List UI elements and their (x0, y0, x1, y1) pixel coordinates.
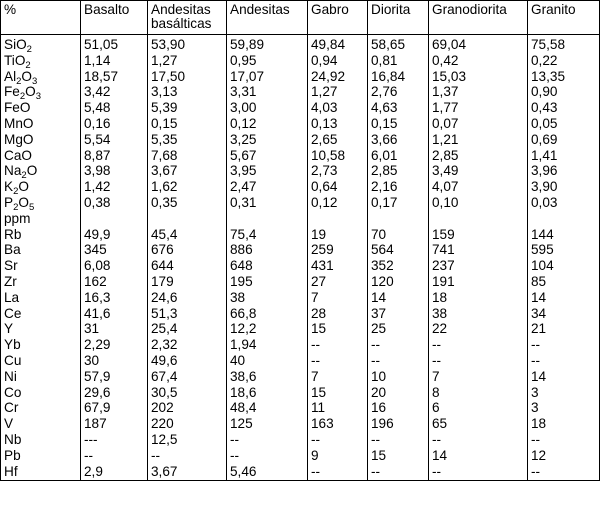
table-cell: 18,57 (84, 68, 119, 84)
column-divider (527, 0, 528, 481)
table-cell: -- (230, 447, 240, 463)
row-divider (0, 480, 600, 481)
table-cell: 0,12 (311, 195, 338, 210)
oxide-symbol: CaO (4, 147, 32, 163)
oxide-symbol: MnO (4, 116, 34, 131)
table-cell: 15 (311, 321, 327, 337)
table-cell: -- (371, 463, 381, 479)
table-cell: 67,4 (151, 368, 178, 384)
table-cell: -- (371, 432, 381, 447)
table-cell: 676 (151, 242, 174, 258)
table-cell: 53,90 (151, 37, 186, 52)
table-cell: 120 (371, 274, 394, 289)
column-divider (367, 0, 368, 481)
table-cell: 1,37 (432, 84, 459, 100)
table-cell: 0,13 (311, 116, 338, 131)
table-cell: 259 (311, 242, 334, 258)
table-cell: 3 (531, 400, 539, 416)
table-cell: -- (151, 447, 161, 463)
table-cell: 30,5 (151, 384, 178, 400)
table-cell: 49,6 (151, 353, 178, 368)
table-cell: 30 (84, 353, 100, 368)
table-cell: 58,65 (371, 37, 406, 52)
table-cell: 3,95 (230, 163, 257, 179)
oxide-symbol: SiO (4, 37, 27, 52)
table-cell: 14 (531, 289, 547, 305)
table-cell: 4,07 (432, 179, 459, 195)
table-cell: 25,4 (151, 321, 178, 337)
table-cell: 0,90 (531, 84, 558, 100)
element-label: Sr (4, 258, 18, 274)
oxide-label (4, 69, 37, 85)
table-cell: 2,65 (311, 131, 338, 147)
element-label: V (4, 416, 14, 432)
table-cell: 7 (311, 368, 319, 384)
table-cell: 3,13 (151, 84, 178, 100)
table-cell: 2,85 (371, 163, 398, 179)
element-label: Cu (4, 353, 22, 368)
table-cell: 1,27 (311, 84, 338, 100)
table-cell: 37 (371, 305, 387, 321)
table-cell: 38 (432, 305, 448, 321)
table-cell: 0,07 (432, 116, 459, 131)
table-cell: 3,96 (531, 163, 558, 179)
table-cell: 3 (531, 384, 539, 400)
table-cell: 1,27 (151, 52, 178, 68)
table-cell: 741 (432, 242, 455, 258)
column-divider (80, 0, 81, 481)
table-cell: 40 (230, 353, 246, 368)
column-header: Granito (531, 2, 576, 17)
table-cell: 24,6 (151, 289, 178, 305)
table-cell: 125 (230, 416, 253, 432)
table-cell: 3,00 (230, 100, 257, 116)
table-cell: -- (311, 353, 321, 368)
table-cell: 3,90 (531, 179, 558, 195)
oxide-symbol: FeO (4, 100, 31, 116)
table-cell: 4,63 (371, 100, 398, 116)
oxide-label (4, 37, 32, 53)
table-cell: -- (311, 463, 321, 479)
table-cell: 352 (371, 258, 394, 274)
table-cell: 202 (151, 400, 174, 416)
oxide-label (4, 84, 42, 103)
column-header: Granodiorita (432, 2, 507, 17)
table-cell: 1,94 (230, 337, 257, 353)
table-cell: 15 (311, 384, 327, 400)
table-cell: 0,81 (371, 52, 398, 68)
oxide-label (4, 116, 33, 132)
table-cell: 144 (531, 226, 554, 242)
table-cell: 11 (311, 400, 326, 416)
table-cell: 0,31 (230, 195, 257, 210)
table-cell: 0,16 (84, 116, 111, 131)
table-cell: 10,58 (311, 147, 346, 163)
table-cell: -- (230, 432, 240, 447)
oxide-subscript: 3 (31, 75, 38, 87)
table-cell: 15 (371, 447, 387, 463)
oxide-symbol: O (26, 163, 38, 179)
oxide-subscript: 2 (26, 44, 32, 55)
table-cell: 51,3 (151, 305, 178, 321)
table-cell: 5,54 (84, 131, 111, 147)
table-cell: 14 (371, 289, 387, 305)
table-cell: 14 (432, 447, 448, 463)
column-divider (428, 0, 429, 481)
table-cell: 48,4 (230, 400, 257, 416)
table-cell: 2,47 (230, 179, 257, 195)
table-cell: -- (311, 337, 321, 353)
table-cell: 0,22 (531, 52, 558, 68)
oxide-symbol: Fe (4, 84, 20, 100)
table-cell: 4,03 (311, 100, 338, 116)
column-header: Gabro (311, 2, 349, 17)
table-cell: 0,35 (151, 195, 178, 210)
table-cell: -- (311, 432, 321, 447)
oxide-symbol: O (21, 68, 32, 84)
oxide-label (4, 179, 29, 198)
table-cell: 5,35 (151, 131, 178, 147)
table-cell: 16,3 (84, 289, 111, 305)
table-cell: 1,42 (84, 179, 111, 195)
table-cell: 7,68 (151, 147, 178, 163)
oxide-symbol: O (18, 195, 29, 210)
table-cell: -- (432, 463, 442, 479)
table-cell: 12,5 (151, 432, 178, 447)
column-divider (147, 0, 148, 481)
oxide-subscript: 2 (13, 202, 19, 213)
table-cell: 34 (531, 305, 547, 321)
table-cell: 196 (371, 416, 394, 432)
oxide-subscript: 2 (16, 75, 22, 87)
table-cell: 564 (371, 242, 394, 258)
element-label: Ce (4, 305, 22, 321)
table-cell: 9 (311, 447, 319, 463)
table-cell: -- (84, 447, 94, 463)
oxide-subscript: 5 (28, 202, 35, 213)
element-label: Cr (4, 400, 19, 416)
table-cell: 0,42 (432, 52, 459, 68)
table-cell: 595 (531, 242, 554, 258)
table-cell: 10 (371, 368, 387, 384)
table-cell: 187 (84, 416, 107, 432)
oxide-symbol: P (4, 195, 14, 210)
table-cell: 886 (230, 242, 253, 258)
table-cell: 29,6 (84, 384, 111, 400)
table-cell: 6,01 (371, 147, 398, 163)
table-cell: 15,03 (432, 68, 467, 84)
table-cell: 163 (311, 416, 334, 432)
table-cell: 104 (531, 258, 554, 274)
row-divider (0, 0, 600, 1)
table-cell: 648 (230, 258, 253, 274)
table-cell: 1,62 (151, 179, 178, 195)
table-cell: 0,05 (531, 116, 558, 131)
table-cell: 162 (84, 274, 107, 289)
column-divider (599, 0, 600, 481)
table-cell: 5,48 (84, 100, 111, 116)
table-cell: 1,41 (531, 147, 558, 163)
table-cell: 70 (371, 226, 387, 242)
table-cell: 69,04 (432, 37, 467, 52)
element-label: Ba (4, 242, 21, 258)
table-cell: 38,6 (230, 368, 257, 384)
table-cell: 0,38 (84, 195, 111, 210)
table-cell: 49,9 (84, 226, 111, 242)
table-cell: 45,4 (151, 226, 178, 242)
table-cell: 159 (432, 226, 455, 242)
table-cell: 3,42 (84, 84, 111, 100)
table-cell: 65 (432, 416, 448, 432)
table-cell: -- (432, 353, 442, 368)
oxide-subscript: 2 (25, 59, 31, 71)
table-cell: 41,6 (84, 305, 111, 321)
table-cell: 28 (311, 305, 327, 321)
table-cell: 3,31 (230, 84, 257, 100)
oxide-label (4, 195, 34, 211)
table-cell: 1,21 (432, 131, 459, 147)
column-divider (0, 0, 1, 481)
table-cell: 3,67 (151, 163, 178, 179)
table-cell: 7 (432, 368, 440, 384)
table-cell: 27 (311, 274, 327, 289)
table-cell: 0,15 (371, 116, 398, 131)
table-cell: -- (432, 432, 442, 447)
corner-label: % (4, 2, 17, 17)
table-cell: 12 (531, 447, 547, 463)
table-cell: 2,29 (84, 337, 111, 353)
table-cell: 18 (432, 289, 448, 305)
column-header: Andesitas (230, 2, 290, 17)
table-cell: 17,50 (151, 68, 186, 84)
table-cell: 67,9 (84, 400, 111, 416)
table-cell: 5,67 (230, 147, 257, 163)
table-cell: 0,17 (371, 195, 398, 210)
oxide-subscript: 3 (35, 91, 42, 103)
oxide-symbol: Na (4, 163, 22, 179)
table-cell: 66,8 (230, 305, 257, 321)
table-cell: 14 (531, 368, 547, 384)
element-label: Nb (4, 432, 22, 447)
table-cell: 3,67 (151, 463, 178, 479)
oxide-symbol: O (18, 179, 29, 195)
table-cell: 179 (151, 274, 174, 289)
oxide-subscript: 2 (19, 91, 26, 103)
table-cell: 345 (84, 242, 107, 258)
table-cell: 25 (371, 321, 387, 337)
element-label: Y (4, 321, 14, 337)
element-label: Co (4, 384, 22, 400)
table-cell: 0,64 (311, 179, 338, 195)
table-cell: 431 (311, 258, 334, 274)
table-cell: 7 (311, 289, 319, 305)
table-cell: 85 (531, 274, 547, 289)
oxide-subscript: 2 (21, 170, 27, 182)
element-label: Yb (4, 337, 21, 353)
table-cell: 0,69 (531, 131, 558, 147)
table-cell: 5,46 (230, 463, 257, 479)
table-cell: -- (371, 353, 381, 368)
table-cell: 1,14 (84, 52, 111, 68)
table-cell: -- (531, 463, 541, 479)
table-cell: 13,35 (531, 68, 566, 84)
element-label: Ni (4, 368, 17, 384)
oxide-symbol: K (4, 179, 14, 195)
table-cell: 0,94 (311, 52, 338, 68)
table-cell: 57,9 (84, 368, 111, 384)
table-cell: 21 (531, 321, 547, 337)
table-cell: -- (531, 353, 541, 368)
oxide-label (4, 53, 31, 69)
element-label: La (4, 289, 20, 305)
table-cell: 19 (311, 226, 327, 242)
oxide-symbol: Al (4, 68, 17, 84)
table-cell: 38 (230, 289, 246, 305)
oxide-symbol: TiO (4, 52, 26, 68)
table-cell: 5,39 (151, 100, 178, 116)
table-cell: -- (371, 337, 381, 353)
table-cell: 1,77 (432, 100, 459, 116)
table-cell: 24,92 (311, 68, 346, 84)
row-divider (0, 34, 600, 35)
table-cell: -- (432, 337, 442, 353)
oxide-symbol: O (25, 84, 36, 100)
oxide-label (4, 100, 30, 116)
table-cell: 195 (230, 274, 253, 289)
table-cell: 644 (151, 258, 174, 274)
table-cell: 0,15 (151, 116, 178, 131)
table-cell: 6 (432, 400, 440, 416)
table-cell: 191 (432, 274, 455, 289)
oxide-subscript: 2 (13, 186, 19, 198)
ppm-label: ppm (4, 210, 31, 226)
table-cell: 20 (371, 384, 387, 400)
table-cell: 3,98 (84, 163, 111, 179)
table-cell: 51,05 (84, 37, 119, 52)
table-cell: 3,49 (432, 163, 459, 179)
element-label: Zr (4, 274, 17, 289)
oxide-label (4, 148, 32, 164)
table-cell: 16 (371, 400, 387, 416)
table-cell: 6,08 (84, 258, 111, 274)
table-cell: 2,16 (371, 179, 398, 195)
table-cell: -- (531, 337, 541, 353)
table-cell: --- (84, 432, 98, 447)
table-cell: 220 (151, 416, 174, 432)
table-cell: 2,32 (151, 337, 178, 353)
table-cell: 75,58 (531, 37, 566, 52)
table-cell: 0,43 (531, 100, 558, 116)
table-cell: 16,84 (371, 68, 406, 84)
table-cell: 0,12 (230, 116, 257, 131)
table-cell: 49,84 (311, 37, 346, 52)
table-cell: 8 (432, 384, 440, 400)
oxide-label (4, 163, 38, 182)
element-label: Hf (4, 463, 18, 479)
table-cell: -- (531, 432, 541, 447)
table-cell: 0,10 (432, 195, 459, 210)
column-divider (307, 0, 308, 481)
oxide-label (4, 132, 33, 148)
column-divider (226, 0, 227, 481)
table-cell: 2,73 (311, 163, 338, 179)
table-cell: 2,85 (432, 147, 459, 163)
column-header: Andesitas basálticas (151, 2, 212, 31)
column-header: Diorita (371, 2, 411, 17)
table-cell: 0,95 (230, 52, 257, 68)
table-cell: 18,6 (230, 384, 257, 400)
table-cell: 59,89 (230, 37, 265, 52)
table-cell: 17,07 (230, 68, 265, 84)
table-cell: 3,25 (230, 131, 257, 147)
table-cell: 8,87 (84, 147, 111, 163)
table-cell: 31 (84, 321, 100, 337)
column-header: Basalto (84, 2, 130, 17)
table-cell: 75,4 (230, 226, 257, 242)
element-label: Rb (4, 226, 22, 242)
table-cell: 22 (432, 321, 448, 337)
oxide-symbol: MgO (4, 131, 34, 147)
table-cell: 18 (531, 416, 547, 432)
table-cell: 0,03 (531, 195, 558, 210)
element-label: Pb (4, 447, 21, 463)
table-cell: 2,76 (371, 84, 398, 100)
table-cell: 12,2 (230, 321, 257, 337)
table-cell: 3,66 (371, 131, 398, 147)
table-cell: 2,9 (84, 463, 103, 479)
table-cell: 237 (432, 258, 455, 274)
